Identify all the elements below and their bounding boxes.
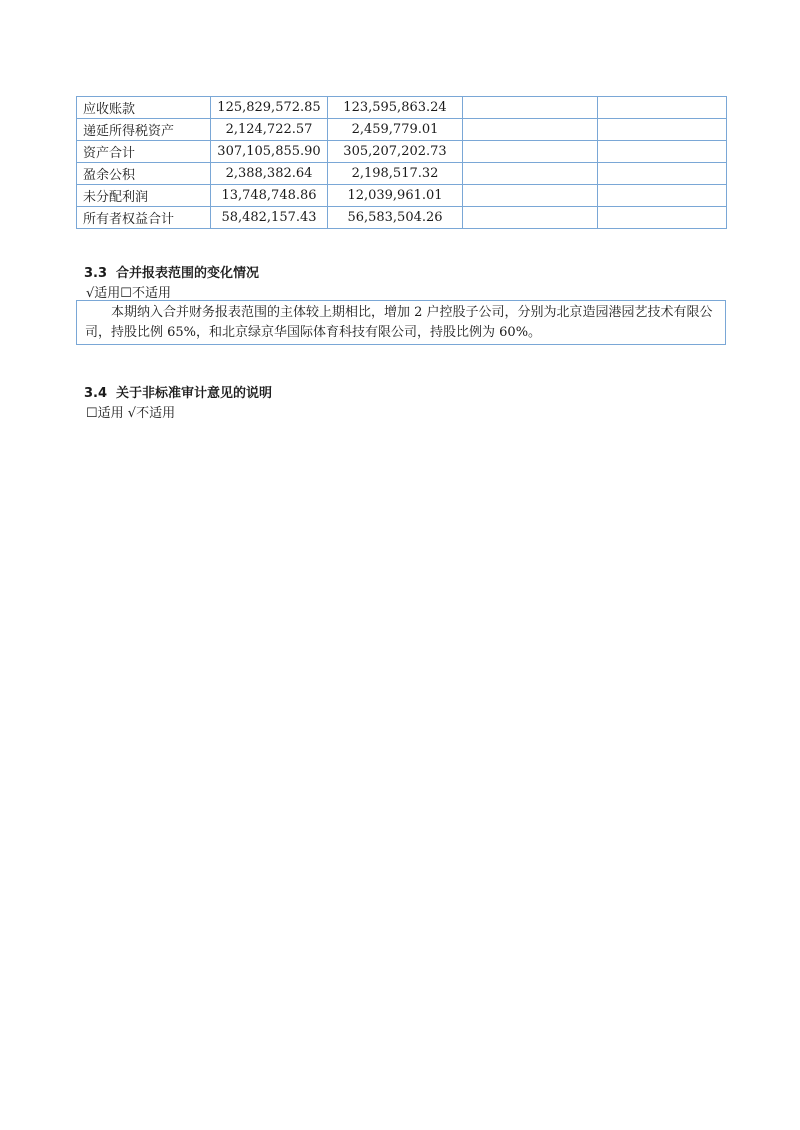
table-row (77, 97, 727, 119)
row-label: 盈余公积 (77, 163, 211, 185)
previous-period-value: 12,039,961.01 (328, 185, 463, 207)
current-period-value: 307,105,855.90 (211, 141, 328, 163)
consolidation-change-note (76, 300, 726, 345)
section-number: 3.4 (84, 386, 108, 401)
empty-cell (598, 185, 727, 207)
empty-cell (463, 185, 598, 207)
empty-cell (463, 97, 598, 119)
previous-period-value: 2,198,517.32 (328, 163, 463, 185)
current-period-value: 58,482,157.43 (211, 207, 328, 229)
row-label: 递延所得税资产 (77, 119, 211, 141)
empty-cell (463, 141, 598, 163)
section-heading-3-3 (84, 262, 259, 281)
table-row (77, 119, 727, 141)
row-label: 应收账款 (77, 97, 211, 119)
previous-period-value: 56,583,504.26 (328, 207, 463, 229)
row-label: 资产合计 (77, 141, 211, 163)
empty-cell (598, 141, 727, 163)
note-text: 本期纳入合并财务报表范围的主体较上期相比，增加 2 户控股子公司，分别为北京造园港园艺技术有限公司，持股比例 65%，和北京绿京华国际体育科技有限公司，持股比例为 60%。 (85, 305, 713, 340)
previous-period-value: 305,207,202.73 (328, 141, 463, 163)
empty-cell (463, 119, 598, 141)
table-row (77, 185, 727, 207)
table-row (77, 141, 727, 163)
row-label: 所有者权益合计 (77, 207, 211, 229)
table-row (77, 207, 727, 229)
current-period-value: 2,124,722.57 (211, 119, 328, 141)
empty-cell (598, 163, 727, 185)
section-title: 合并报表范围的变化情况 (116, 266, 260, 281)
section-number: 3.3 (84, 266, 108, 281)
previous-period-value: 2,459,779.01 (328, 119, 463, 141)
applicability-status: ☐适用 √不适用 (86, 406, 176, 421)
financial-data-table (76, 96, 727, 229)
row-label: 未分配利润 (77, 185, 211, 207)
previous-period-value: 123,595,863.24 (328, 97, 463, 119)
table-row (77, 163, 727, 185)
current-period-value: 13,748,748.86 (211, 185, 328, 207)
empty-cell (463, 207, 598, 229)
empty-cell (598, 207, 727, 229)
section-heading-3-4 (84, 382, 272, 401)
current-period-value: 2,388,382.64 (211, 163, 328, 185)
section-title: 关于非标准审计意见的说明 (116, 386, 273, 401)
empty-cell (598, 97, 727, 119)
empty-cell (598, 119, 727, 141)
current-period-value: 125,829,572.85 (211, 97, 328, 119)
empty-cell (463, 163, 598, 185)
applicability-status: √适用☐不适用 (86, 286, 171, 301)
